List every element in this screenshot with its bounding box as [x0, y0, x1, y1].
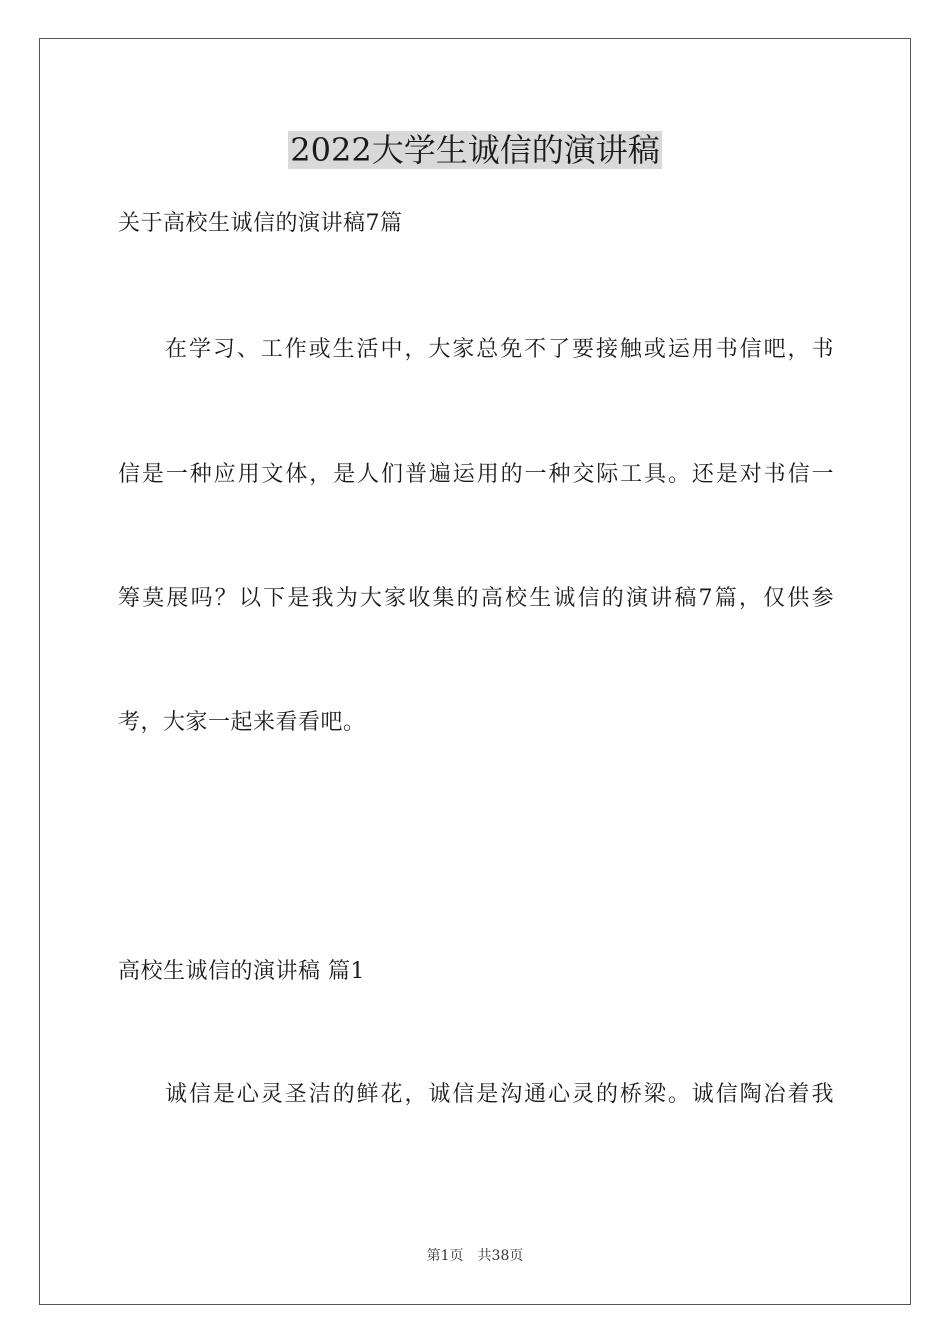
document-title-text: 2022大学生诚信的演讲稿 — [290, 131, 660, 169]
section-heading: 高校生诚信的演讲稿 篇1 — [118, 959, 365, 984]
intro-line-4: 考，大家一起来看看吧。 — [118, 710, 366, 735]
section-line-1: 诚信是心灵圣洁的鲜花，诚信是沟通心灵的桥梁。诚信陶冶着我 — [165, 1082, 834, 1107]
page-footer: 第1页 共38页 — [426, 1248, 524, 1264]
document-subtitle: 关于高校生诚信的演讲稿7篇 — [118, 211, 403, 236]
intro-line-1: 在学习、工作或生活中，大家总免不了要接触或运用书信吧，书 — [165, 337, 834, 362]
document-title — [0, 126, 950, 174]
intro-line-2: 信是一种应用文体，是人们普遍运用的一种交际工具。还是对书信一 — [118, 462, 834, 487]
intro-line-3: 筹莫展吗？以下是我为大家收集的高校生诚信的演讲稿7篇，仅供参 — [118, 586, 834, 611]
